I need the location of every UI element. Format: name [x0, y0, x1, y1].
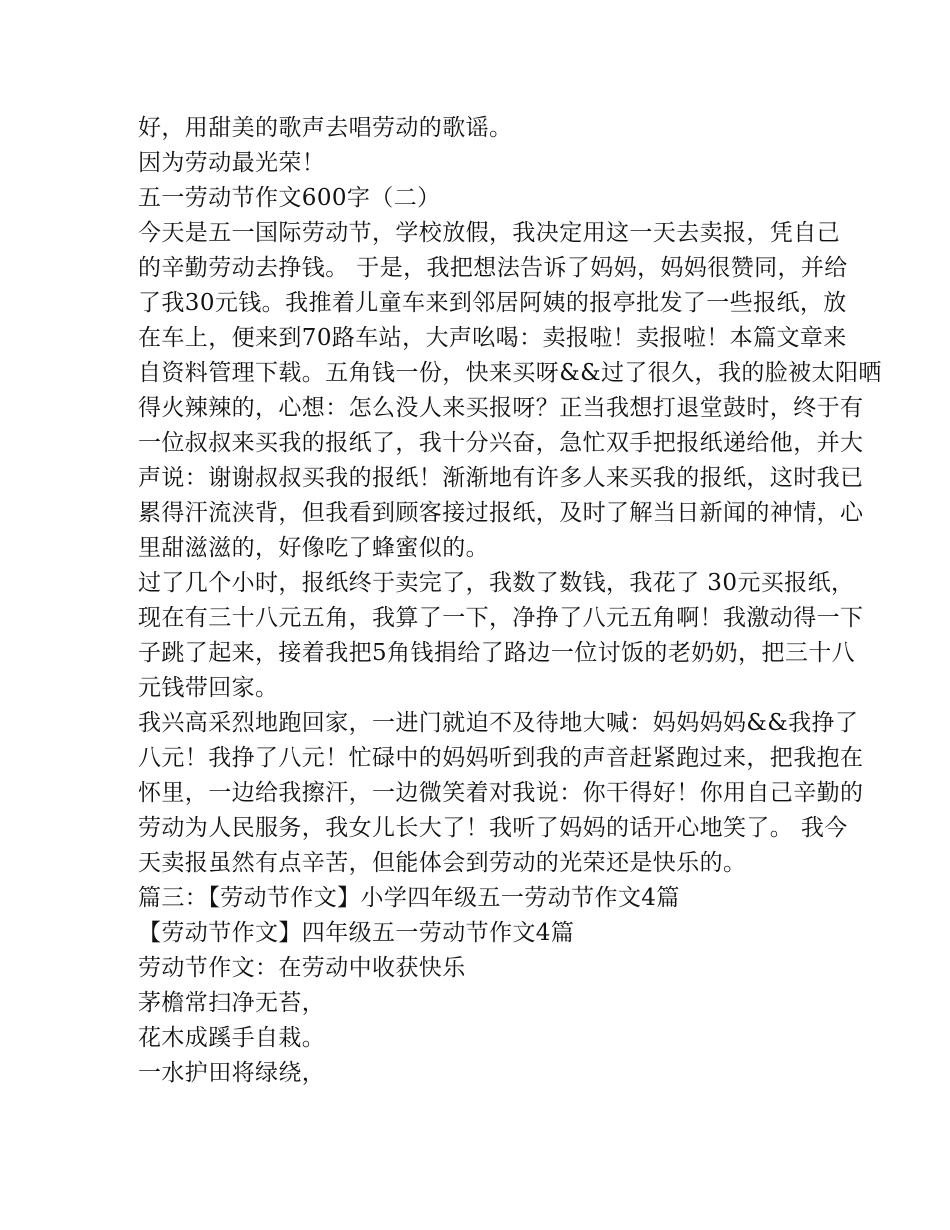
poem-line: 一水护田将绿绕，: [138, 1060, 326, 1086]
text-line: 八元！我挣了八元！忙碌中的妈妈听到我的声音赶紧跑过来，把我抱在: [138, 745, 864, 771]
text-line: 在车上，便来到70路车站，大声吆喝：卖报啦！卖报啦！本篇文章来: [138, 325, 847, 351]
section-heading: 五一劳动节作文600字（二）: [138, 185, 441, 211]
text-line: 声说：谢谢叔叔买我的报纸！渐渐地有许多人来买我的报纸，这时我已: [138, 465, 864, 491]
poem-line: 茅檐常扫净无苔，: [138, 990, 326, 1016]
text-line: 自资料管理下载。五角钱一份，快来买呀&&过了很久，我的脸被太阳晒: [138, 360, 882, 386]
section-heading: 篇三：【劳动节作文】小学四年级五一劳动节作文4篇: [138, 885, 680, 911]
text-line: 因为劳动最光荣！: [138, 150, 326, 176]
text-line: 的辛勤劳动去挣钱。 于是，我把想法告诉了妈妈，妈妈很赞同，并给: [138, 255, 848, 281]
text-line: 一位叔叔来买我的报纸了，我十分兴奋，急忙双手把报纸递给他，并大: [138, 430, 864, 456]
text-line: 今天是五一国际劳动节，学校放假，我决定用这一天去卖报，凭自己: [138, 220, 840, 246]
text-line: 得火辣辣的，心想：怎么没人来买报呀？正当我想打退堂鼓时，终于有: [138, 395, 864, 421]
text-line: 子跳了起来，接着我把5角钱捐给了路边一位讨饭的老奶奶，把三十八: [138, 640, 856, 666]
text-line: 天卖报虽然有点辛苦，但能体会到劳动的光荣还是快乐的。: [138, 850, 747, 876]
text-line: 怀里，一边给我擦汗，一边微笑着对我说：你干得好！你用自己辛勤的: [138, 780, 864, 806]
article-title: 劳动节作文：在劳动中收获快乐: [138, 955, 466, 981]
text-line: 现在有三十八元五角，我算了一下，净挣了八元五角啊！我激动得一下: [138, 605, 864, 631]
text-line: 好，用甜美的歌声去唱劳动的歌谣。: [138, 115, 513, 141]
text-line: 里甜滋滋的，好像吃了蜂蜜似的。: [138, 535, 489, 561]
poem-line: 花木成蹊手自栽。: [138, 1025, 326, 1051]
text-line: 了我30元钱。我推着儿童车来到邻居阿姨的报亭批发了一些报纸，放: [138, 290, 847, 316]
text-line: 累得汗流浃背，但我看到顾客接过报纸，及时了解当日新闻的神情，心: [138, 500, 864, 526]
text-line: 我兴高采烈地跑回家，一进门就迫不及待地大喊：妈妈妈妈&&我挣了: [138, 710, 859, 736]
subsection-heading: 【劳动节作文】四年级五一劳动节作文4篇: [138, 920, 575, 946]
text-line: 劳动为人民服务，我女儿长大了！我听了妈妈的话开心地笑了。 我今: [138, 815, 848, 841]
text-line: 元钱带回家。: [138, 675, 279, 701]
text-line: 过了几个小时，报纸终于卖完了，我数了数钱，我花了 30元买报纸，: [138, 570, 855, 596]
